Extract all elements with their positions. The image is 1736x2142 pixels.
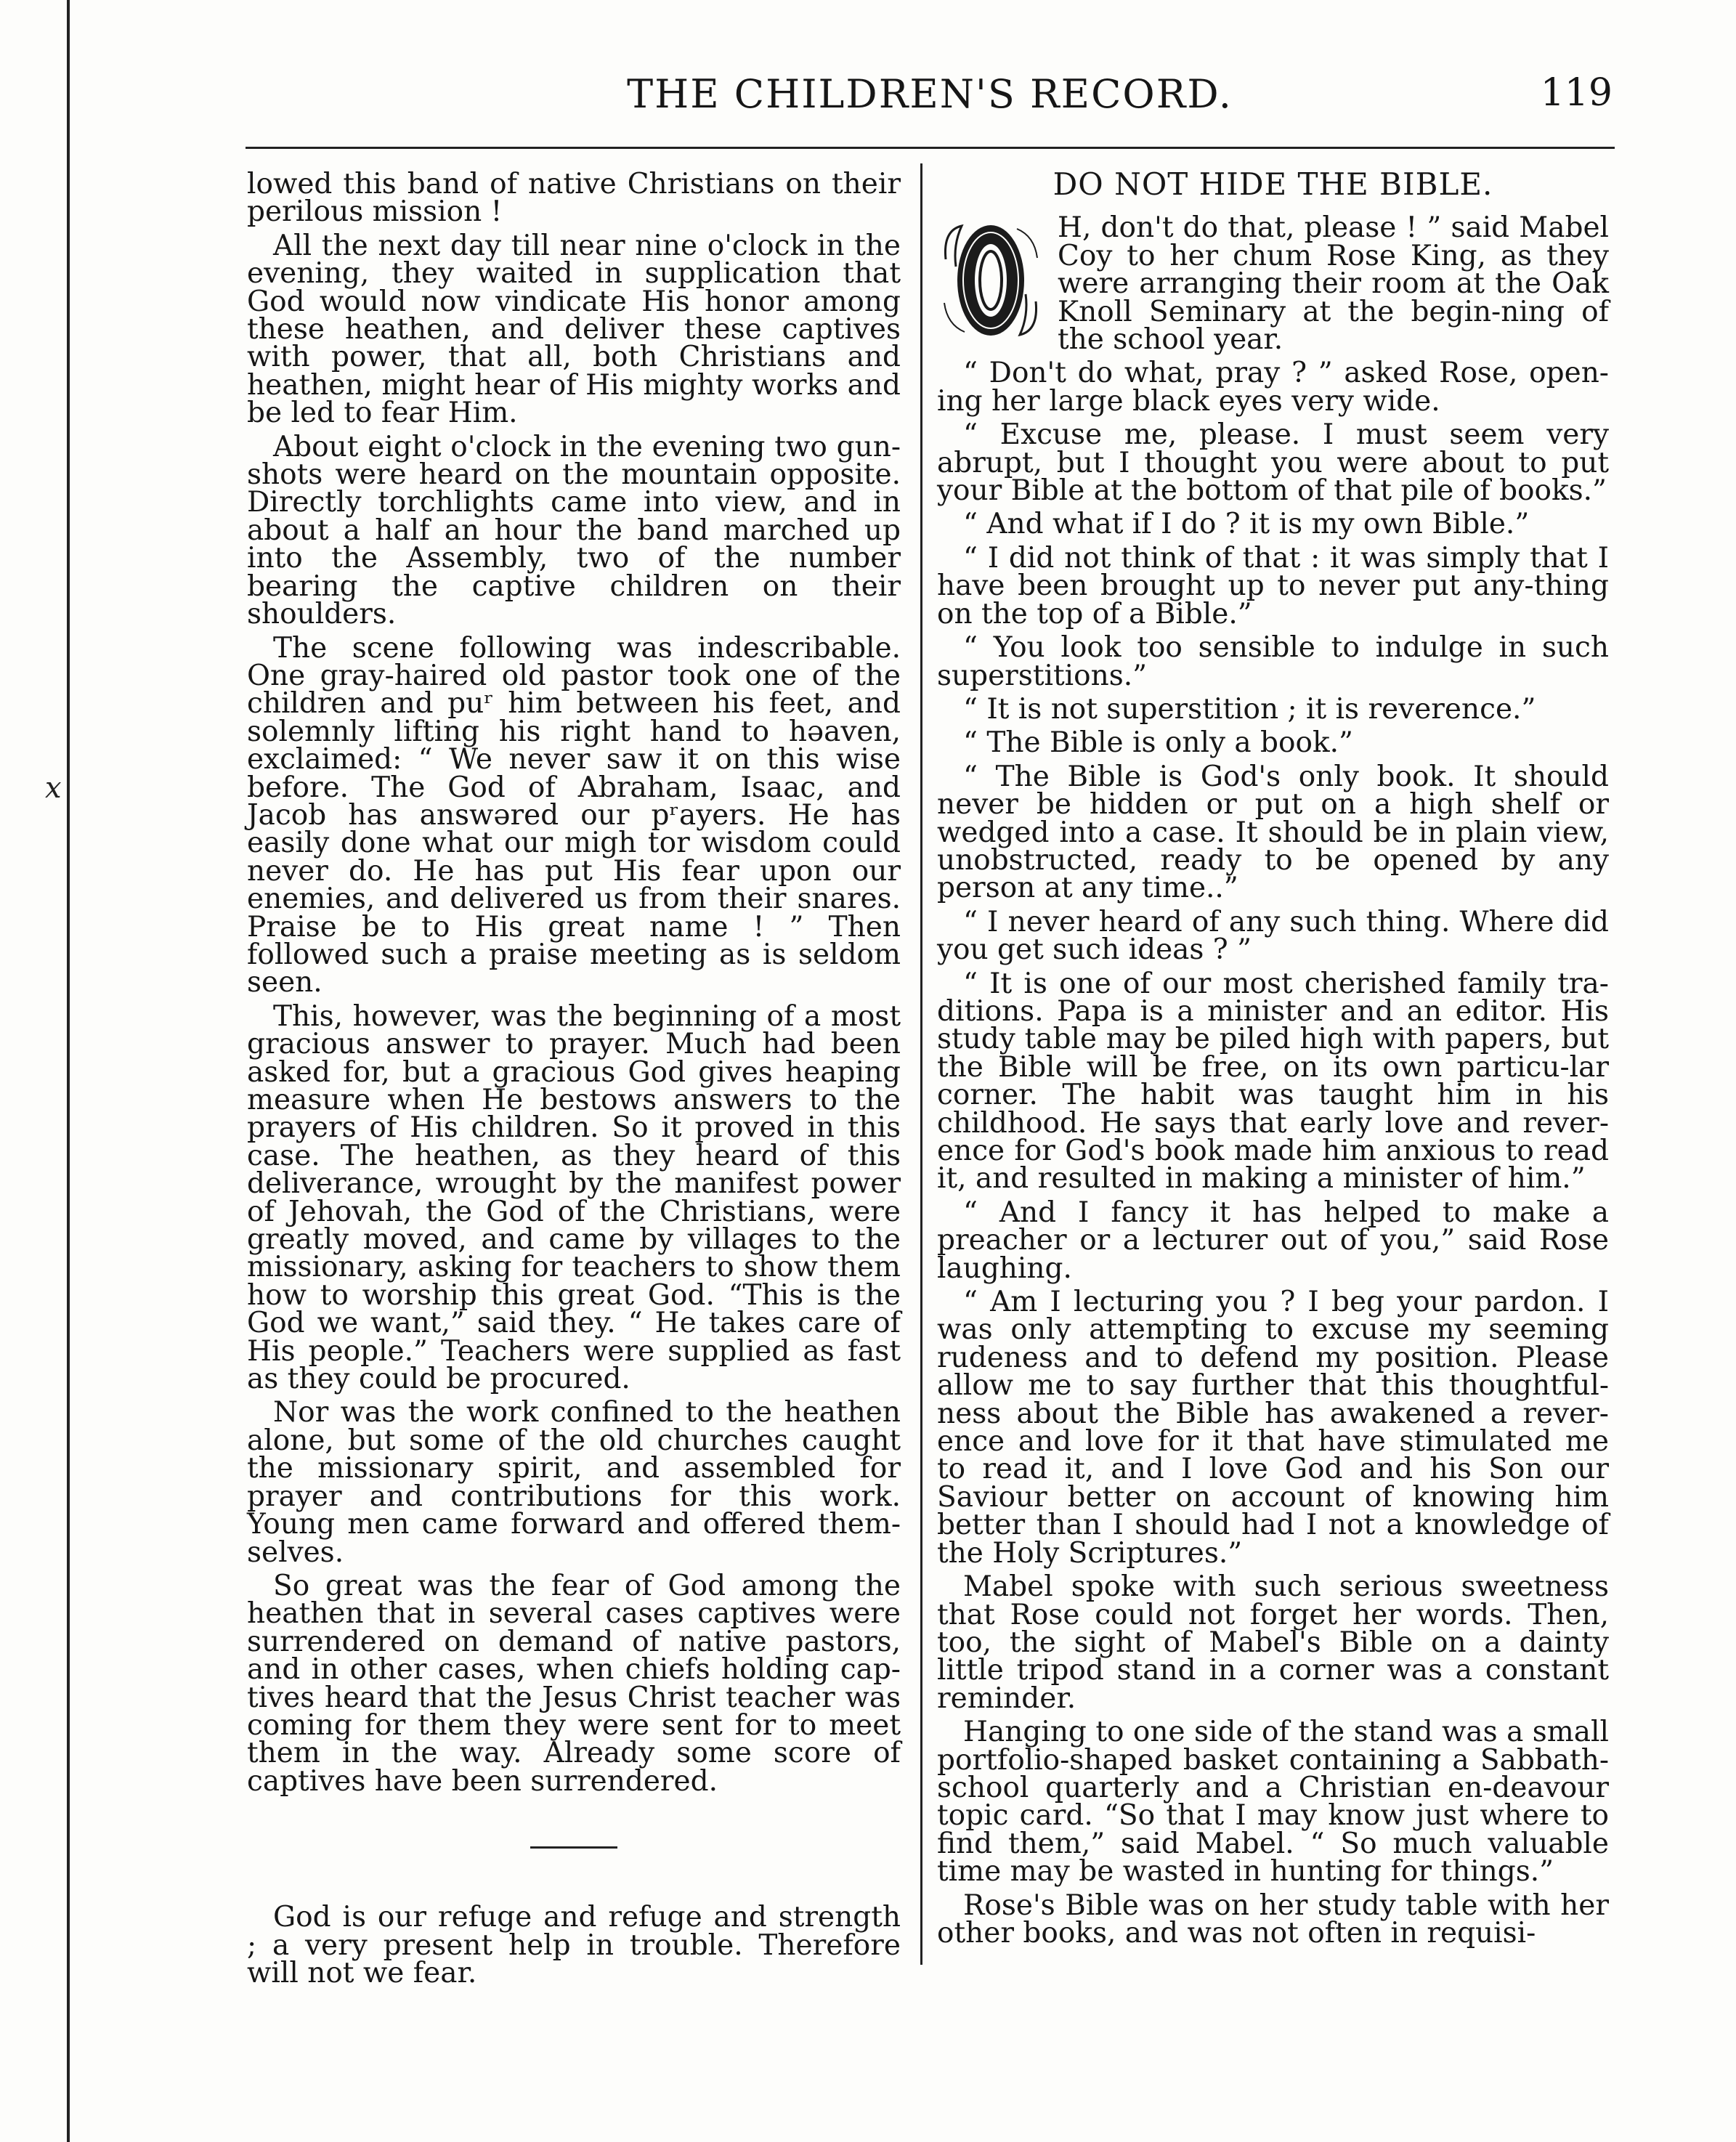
right-column xyxy=(937,166,1609,1953)
paragraph: This, however, was the beginning of a most gracious answer to prayer. Much had been asked for, but a gracious God gives heaping measure when He bestows answers to the prayers of His children. So it proved in this case. The heathen, as they heard of this deliverance, wrought by the manifest power of Jehovah, the God of the Christians, were greatly moved, and came by villages to the missionary, asking for teachers to show them how to worship this great God. “This is the God we want,” said they. “ He takes care of His people.” Teachers were supplied as fast as they could be procured. xyxy=(247,999,901,1396)
paragraph: “ And I fancy it has helped to make a preacher or a lecturer out of you,” said Rose laughing. xyxy=(937,1196,1609,1285)
paragraph: The scene following was indescribable. One gray-haired old pastor took one of the children and puʳ him between his feet, and solemnly lifting his right hand to həaven, exclaimed: “ We never saw it on this wise before. The God of Abraham, Isaac, and Jacob has answəred our pʳayers. He has easily done what our migh tor wisdom could never do. He has put His fear upon our enemies, and delivered us from their snares. Praise be to His great name ! ” Then followed such a praise meeting as is seldom seen. xyxy=(247,631,901,999)
running-title: THE CHILDREN'S RECORD. xyxy=(627,71,1233,117)
paragraph: About eight o'clock in the evening two gun-shots were heard on the mountain opposite. Directly torchlights came into view, and in about a half an hour the band marched up into the Assembly, two of the number bearing the captive children on their shoulders. xyxy=(247,430,901,631)
paragraph: “ Am I lecturing you ? I beg your pardon. I was only attempting to excuse my seeming rudeness and to defend my position. Please allow me to say further that this thoughtful-ness about the Bible has awakened a rever-ence and love for it that have stimulated me to read it, and I love God and his Son our Saviour better on account of knowing him better than I should had I not a knowledge of the Holy Scriptures.” xyxy=(937,1286,1609,1570)
paragraph: “ You look too sensible to indulge in such superstitions.” xyxy=(937,631,1609,692)
page-header xyxy=(247,71,1613,122)
margin-mark: x xyxy=(45,771,62,805)
paragraph: Mabel spoke with such serious sweetness that Rose could not forget her words. Then, too, the sight of Mabel's Bible on a dainty little tripod stand in a corner was a constant reminder. xyxy=(937,1570,1609,1715)
paragraph: “ Don't do what, pray ? ” asked Rose, open-ing her large black eyes very wide. xyxy=(937,357,1609,418)
paragraph: “ It is not superstition ; it is reverence.” xyxy=(963,692,1536,726)
paragraph: “ It is one of our most cherished family tra-ditions. Papa is a minister and an editor. His study table may be piled high with papers, but the Bible will be free, on its own particu-lar corner. The habit was taught him in his childhood. He says that early love and rever-ence for God's book made him anxious to read it, and resulted in making a minister of him.” xyxy=(937,967,1609,1196)
paragraph: lowed this band of native Christians on their perilous mission ! xyxy=(247,168,901,229)
page-number: 119 xyxy=(1540,71,1613,115)
paragraph: “ The Bible is God's only book. It should never be hidden or put on a high shelf or wedged into a case. It should be in plain view, unobstructed, ready to be opened by any person at any time..” xyxy=(937,760,1609,905)
quote-text: God is our refuge and refuge and strength ; a very present help in trouble. Therefore will not we fear. xyxy=(247,1901,901,1989)
section-divider xyxy=(530,1846,617,1849)
paragraph: Nor was the work confined to the heathen alone, but some of the old churches caught the missionary spirit, and assembled for prayer and contributions for this work. Young men came forward and offered them-selves. xyxy=(247,1396,901,1569)
paragraph: “ The Bible is only a book.” xyxy=(963,726,1353,760)
paragraph: H, don't do that, please ! ” said Mabel Coy to her chum Rose King, as they were arranging their room at the Oak Knoll Seminary at the begin-ning of the school year. xyxy=(1058,211,1609,357)
column-rule xyxy=(920,163,922,1965)
paragraph: “ Excuse me, please. I must seem very abrupt, but I thought you were about to put your Bible at the bottom of that pile of books.” xyxy=(937,418,1609,508)
paragraph: Hanging to one side of the stand was a small portfolio-shaped basket containing a Sabbath-school quarterly and a Christian en-deavour topic card. “So that I may know just where to find them,” said Mabel. “ So much valuable time may be wasted in hunting for things.” xyxy=(937,1716,1609,1889)
drop-cap-o-icon xyxy=(940,216,1042,345)
paragraph: All the next day till near nine o'clock in the evening, they waited in supplication that God would now vindicate His honor among these heathen, and deliver these captives with power, that all, both Christians and heathen, might hear of His mighty works and be led to fear Him. xyxy=(247,229,901,430)
paragraph: “ I did not think of that : it was simply that I have been brought up to never put any-thing on the top of a Bible.” xyxy=(937,541,1609,630)
paragraph: “ And what if I do ? it is my own Bible.” xyxy=(963,508,1530,541)
scripture-quote xyxy=(247,1901,901,1989)
paragraph: “ I never heard of any such thing. Where did you get such ideas ? ” xyxy=(937,905,1609,967)
binding-line xyxy=(67,0,70,2142)
header-rule xyxy=(246,147,1615,149)
left-column xyxy=(247,168,901,1993)
paragraph: Rose's Bible was on her study table with her other books, and was not often in requisi- xyxy=(937,1889,1609,1950)
story-heading: DO NOT HIDE THE BIBLE. xyxy=(1052,166,1493,202)
paragraph: So great was the fear of God among the heathen that in several cases captives were surrendered on demand of native pastors, and in other cases, when chiefs holding cap-tives heard that the Jesus Christ teacher was coming for them they were sent for to meet them in the way. Already some score of captives have been surrendered. xyxy=(247,1569,901,1798)
